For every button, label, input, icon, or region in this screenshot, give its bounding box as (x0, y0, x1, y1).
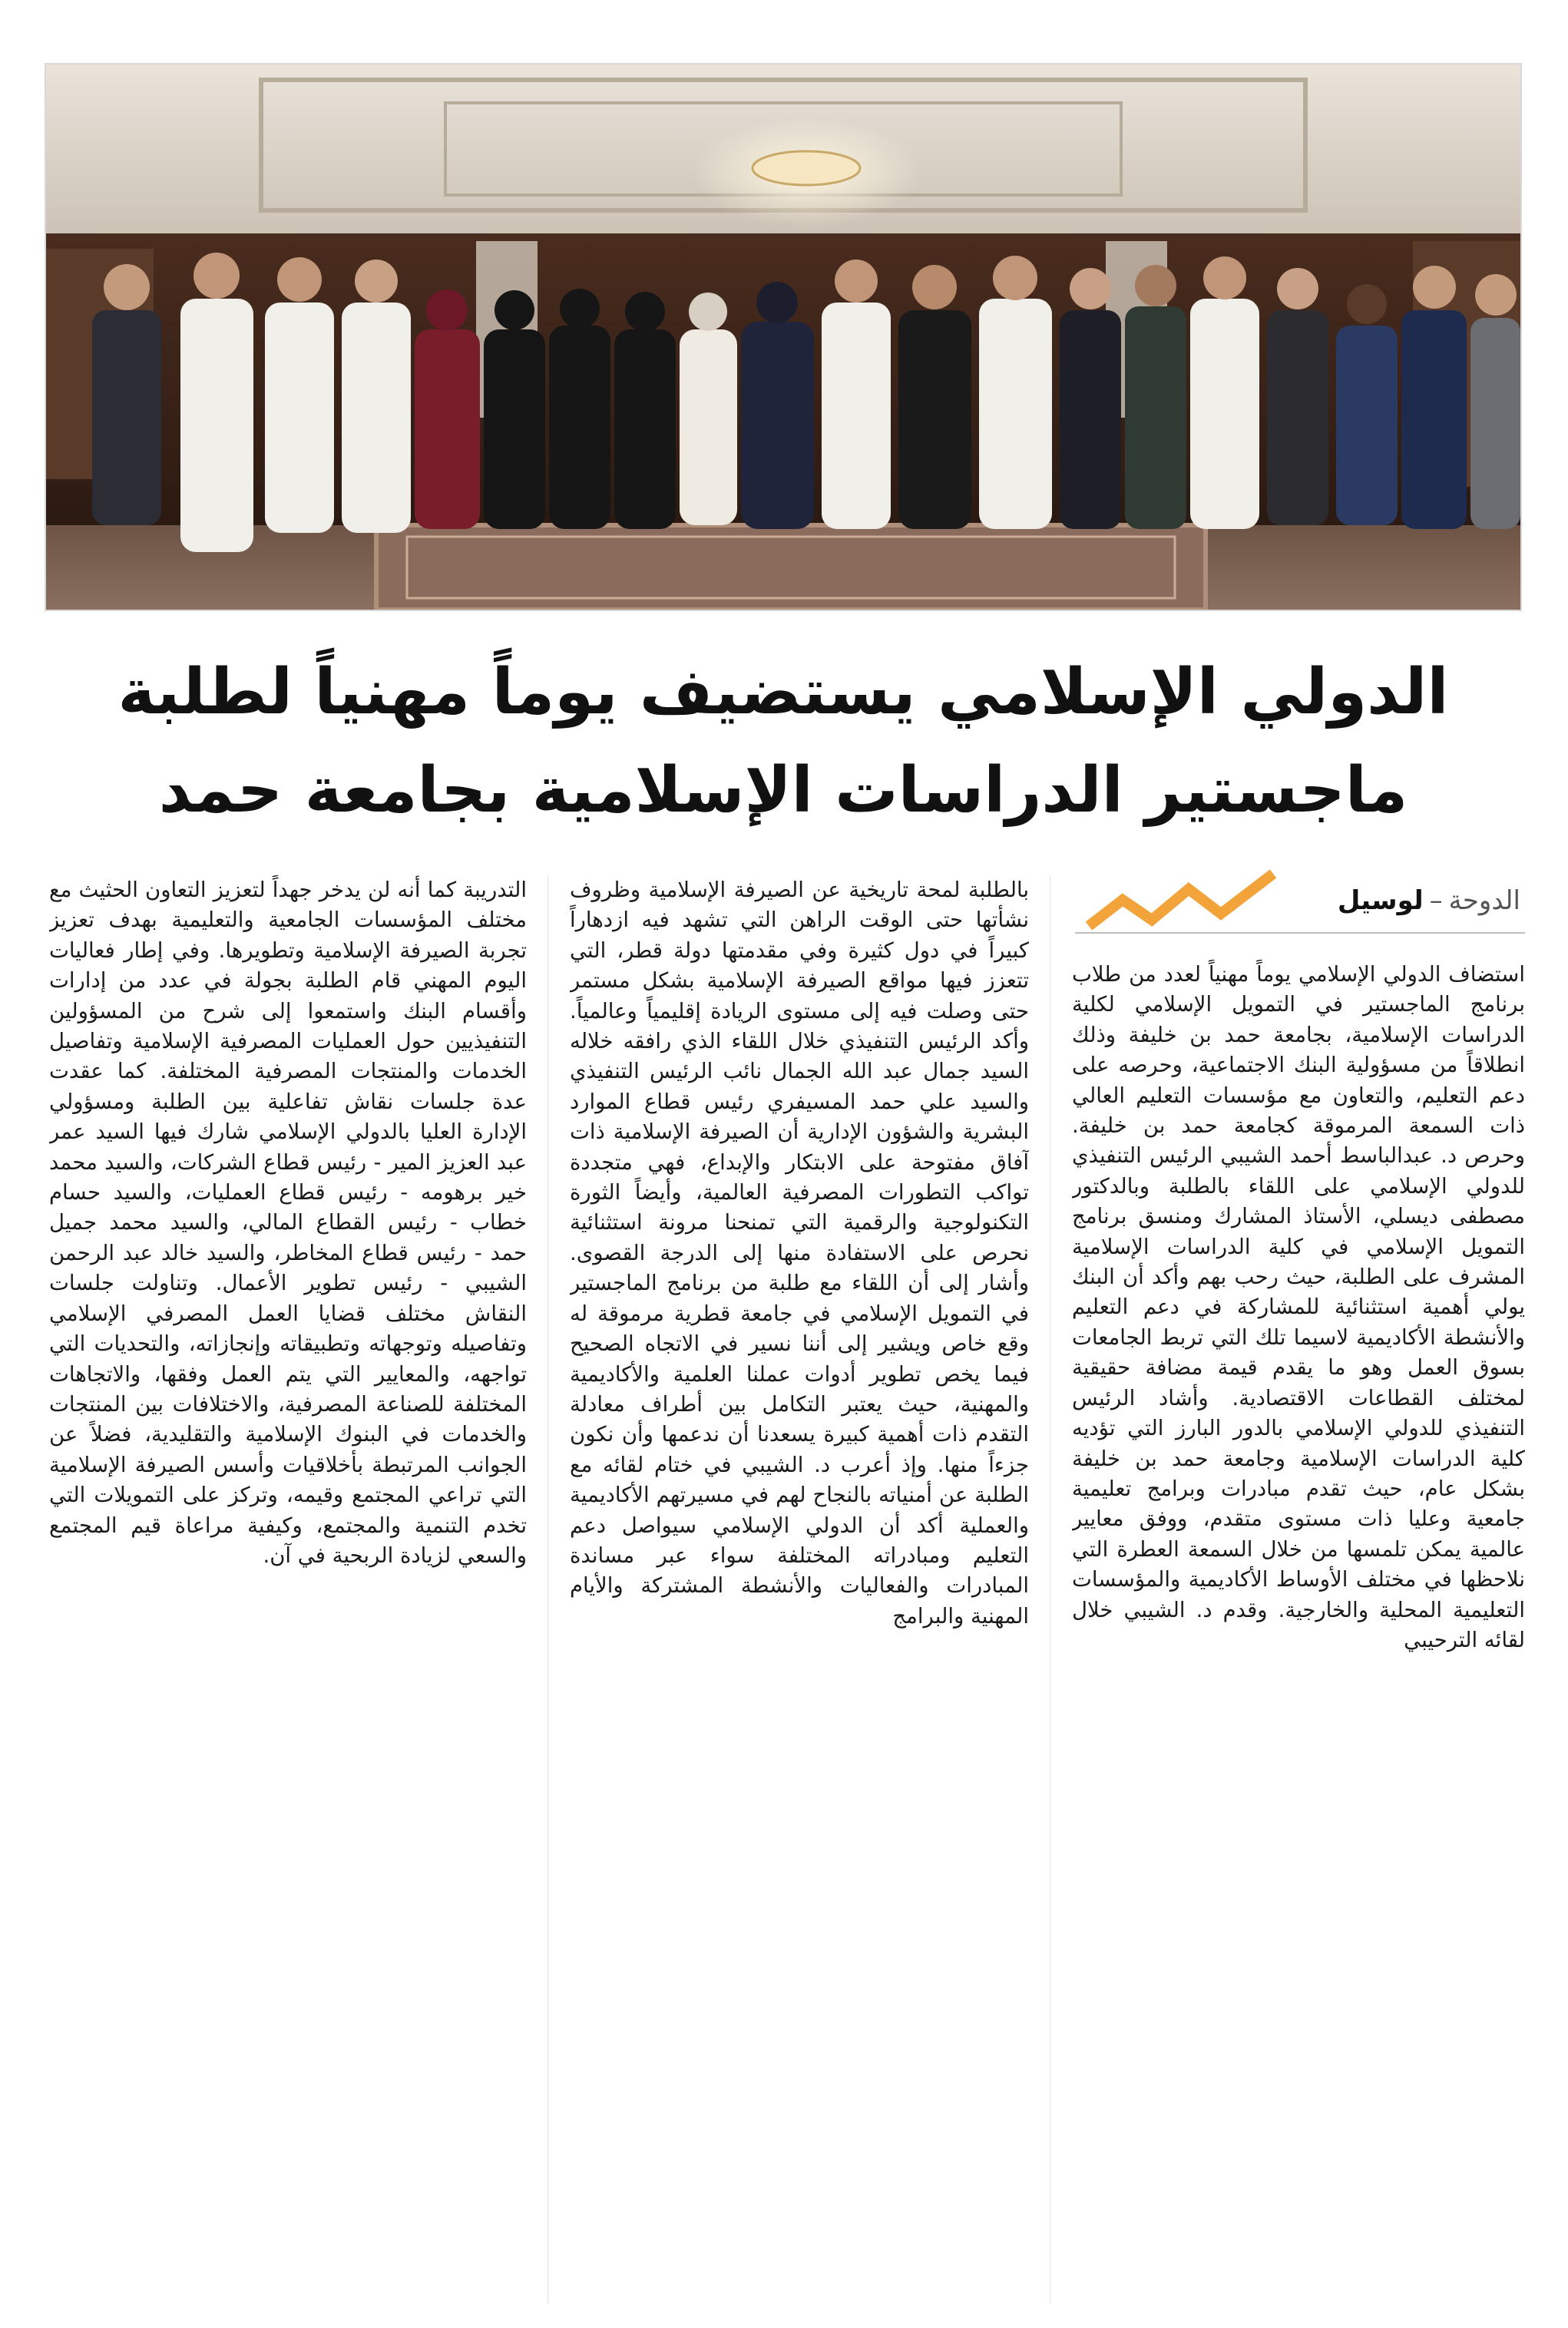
article-text-column-1: استضاف الدولي الإسلامي يوماً مهنياً لعدد من طلاب برنامج الماجستير في التمويل الإسلامي لكلية الدراسات الإسلامية، بجامعة حمد بن خليفة وذلك انطلاقاً من مسؤولية البنك الاجتماعية، وحرصه على دعم التعليم، والتعاون مع مؤسسات التعليم العالي ذات السمعة المرموقة كجامعة حمد بن خليفة. وحرص د. عبدالباسط أحمد الشيبي الرئيس التنفيذي للدولي الإسلامي على اللقاء بالطلبة وبالدكتور مصطفى ديسلي، الأستاذ المشارك ومنسق برنامج التمويل الإسلامي في كلية الدراسات الإسلامية المشرف على الطلبة، حيث رحب بهم وأكد أن البنك يولي أهمية استثنائية للمشاركة في دعم التعليم والأنشطة الأكاديمية لاسيما تلك التي تربط الجامعات بسوق العمل وهو ما يقدم قيمة مضافة حقيقية لمختلف القطاعات الاقتصادية. وأشاد الرئيس التنفيذي للدولي الإسلامي بالدور البارز التي تؤديه كلية الدراسات الإسلامية وجامعة حمد بن خليفة بشكل عام، حيث تقدم مبادرات وبرامج تعليمية جامعية وعليا ذات مستوى متقدم، ووفق معايير عالمية يمكن تلمسها من خلال السمعة العطرة التي نلاحظها في مختلف الأوساط الأكاديمية والمؤسسات التعليمية المحلية والخارجية. وقدم د. الشيبي خلال لقائه الترحيبي (1072, 962, 1525, 1652)
article-column-1 (1072, 960, 1525, 2313)
headline-line-1: الدولي الإسلامي يستضيف يوماً مهنياً لطلبة (117, 656, 1449, 729)
article-column-2 (570, 875, 1029, 2314)
byline-text (1338, 883, 1520, 918)
byline-dash: – (1429, 885, 1443, 916)
article-text-column-3: التدريبة كما أنه لن يدخر جهداً لتعزيز التعاون الحثيث مع مختلف المؤسسات الجامعية والتعليمية بهدف تعزيز تجربة الصيرفة الإسلامية وتطويرها. وفي إطار فعاليات اليوم المهني قام الطلبة بجولة في عدد من إدارات وأقسام البنك واستمعوا إلى شرح من المسؤولين التنفيذيين حول العمليات المصرفية الإسلامية وتفاصيل الخدمات والمنتجات المصرفية المختلفة. كما عقدت عدة جلسات نقاش تفاعلية بين الطلبة ومسؤولي الإدارة العليا بالدولي الإسلامي شارك فيها السيد عمر عبد العزيز المير - رئيس قطاع الشركات، والسيد محمد خير برهومه - رئيس قطاع العمليات، والسيد حسام خطاب - رئيس القطاع المالي، والسيد محمد جميل حمد - رئيس قطاع المخاطر، والسيد خالد عبد الرحمن الشيبي - رئيس تطوير الأعمال. وتناولت جلسات النقاش مختلف قضايا العمل المصرفي الإسلامي وتفاصيله وتوجهاته وتطبيقاته وإنجازاته، والتحديات التي تواجهه، والمعايير التي يتم العمل وفقها، والاتجاهات المختلفة للصناعة المصرفية، والاختلافات بين المنتجات والخدمات في البنوك الإسلامية والتقليدية، فضلاً عن الجوانب المرتبطة بأخلاقيات وأسس الصيرفة الإسلامية التي تراعي المجتمع وقيمه، وتركز على التمويلات التي تخدم التنمية والمجتمع، وكيفية مراعاة قيم المجتمع والسعي لزيادة الربحية في آن. (49, 878, 527, 1568)
group-photo (45, 63, 1522, 611)
article-text-column-2: بالطلبة لمحة تاريخية عن الصيرفة الإسلامية وظروف نشأتها حتى الوقت الراهن التي تشهد فيه ازدهاراً كبيراً في دول كثيرة وفي مقدمتها دولة قطر، التي تتعزز فيها مواقع الصيرفة الإسلامية بشكل مستمر حتى وصلت فيه إلى مستوى الريادة إقليمياً وعالمياً. وأكد الرئيس التنفيذي خلال اللقاء الذي رافقه خلاله السيد جمال عبد الله الجمال نائب الرئيس التنفيذي والسيد علي حمد المسيفري رئيس قطاع الموارد البشرية والشؤون الإدارية أن الصيرفة الإسلامية ذات آفاق مفتوحة على الابتكار والإبداع، فهي متجددة تواكب التطورات المصرفية العالمية، وأيضاً الثورة التكنولوجية والرقمية التي تمنحنا مرونة استثنائية نحرص على الاستفادة منها إلى الدرجة القصوى. وأشار إلى أن اللقاء مع طلبة من برنامج الماجستير في التمويل الإسلامي في جامعة قطرية مرموقة له وقع خاص ويشير إلى أننا نسير في الاتجاه الصحيح فيما يخص تطوير أدوات عملنا العلمية والأكاديمية والمهنية، حيث يعتبر التكامل بين أطراف معادلة التقدم ذات أهمية كبيرة يسعدنا أن ندعمها وأن نكون جزءاً منها. وإذ أعرب د. الشيبي في ختام لقائه مع الطلبة عن أمنياته بالنجاح لهم في مسيرتهم الأكاديمية والعملية أكد أن الدولي الإسلامي سيواصل دعم التعليم ومبادراته المختلفة سواء عبر مساندة المبادرات والفعاليات والأنشطة المشتركة والأيام المهنية والبرامج (570, 878, 1029, 1629)
byline (1075, 866, 1525, 940)
lusail-zigzag-logo-icon (1075, 866, 1290, 940)
byline-divider (1075, 932, 1525, 934)
column-divider (547, 875, 548, 2303)
group-photo-illustration (46, 64, 1520, 610)
byline-city: الدوحة (1448, 885, 1520, 916)
article-headline (54, 643, 1513, 840)
headline-line-2: ماجستير الدراسات الإسلامية بجامعة حمد (158, 754, 1408, 827)
byline-newspaper: لوسيل (1337, 885, 1424, 916)
article-column-3 (49, 875, 527, 2314)
